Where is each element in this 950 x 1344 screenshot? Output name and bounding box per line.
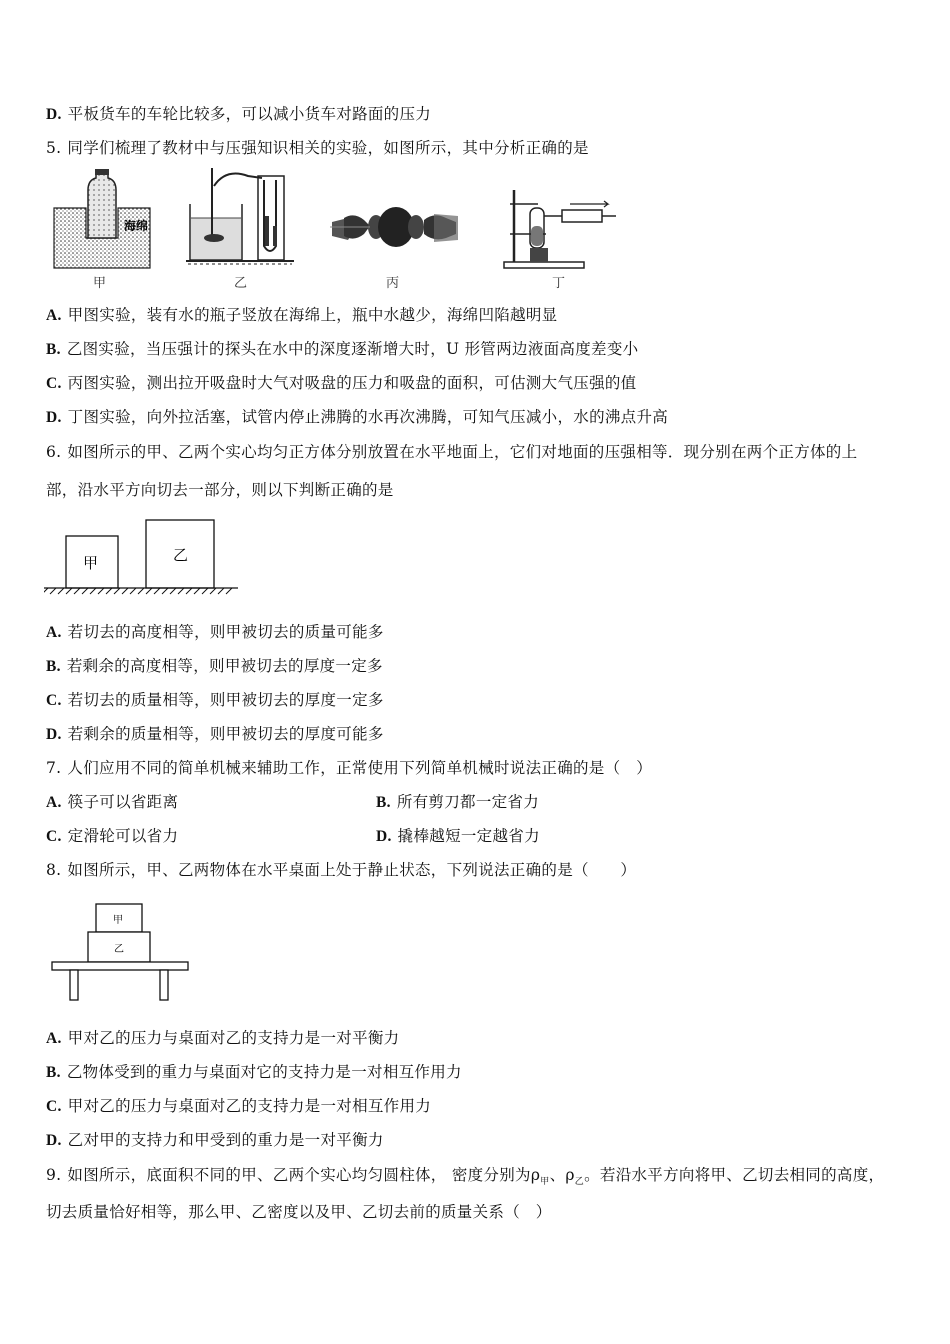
- rho-symbol-2: ρ: [565, 1166, 575, 1184]
- figure-label-yi: 乙: [234, 276, 248, 291]
- q5-option-d: [46, 405, 668, 427]
- rho-subscript-yi: 乙: [574, 1177, 585, 1188]
- rho-symbol: ρ: [530, 1166, 541, 1184]
- option-letter: B.: [46, 341, 61, 358]
- option-letter: A.: [46, 794, 62, 811]
- option-text: 甲对乙的压力与桌面对乙的支持力是一对相互作用力: [67, 1097, 432, 1115]
- option-letter: A.: [46, 307, 62, 324]
- option-letter: A.: [46, 624, 62, 641]
- option-letter: D.: [376, 828, 392, 845]
- figure-pressure-gauge: [186, 166, 298, 270]
- option-letter: B.: [46, 1064, 61, 1081]
- q5-option-b: [46, 337, 638, 359]
- figure-suction-cups: [330, 200, 460, 254]
- q8-option-a: [46, 1026, 399, 1048]
- option-letter: D.: [46, 409, 62, 426]
- q7-option-a: [46, 790, 178, 812]
- rho-subscript-jia: 甲: [540, 1177, 550, 1188]
- block-label-yi: 乙: [114, 944, 124, 955]
- separator: 、: [549, 1166, 566, 1184]
- option-text: 甲图实验，装有水的瓶子竖放在海绵上，瓶中水越少，海绵凹陷越明显: [67, 306, 558, 324]
- option-text: 若剩余的质量相等，则甲被切去的厚度可能多: [67, 725, 384, 743]
- figure-label-ding: 丁: [552, 276, 566, 291]
- figure-boiling-water-syringe: [500, 186, 620, 270]
- q6-option-d: [46, 722, 384, 744]
- question-number: 5.: [46, 139, 62, 157]
- option-text: 定滑轮可以省力: [67, 827, 179, 845]
- option-letter: C.: [46, 692, 62, 709]
- q6-option-c: [46, 688, 384, 710]
- question-text-b: 。若沿水平方向将甲、乙切去相同的高度，: [584, 1166, 885, 1184]
- q6-stem-line1: [46, 440, 857, 462]
- option-text: 若切去的高度相等，则甲被切去的质量可能多: [67, 623, 384, 641]
- option-letter: D.: [46, 1132, 62, 1149]
- question-text-a: 如图所示，底面积不同的甲、乙两个实心均匀圆柱体， 密度分别为: [67, 1166, 531, 1184]
- question-text: 如图所示的甲、乙两个实心均匀正方体分别放置在水平地面上，它们对地面的压强相等．现分别在两个正方体的上: [67, 443, 858, 461]
- option-letter: D.: [46, 106, 62, 123]
- option-text: 若切去的质量相等，则甲被切去的厚度一定多: [67, 691, 384, 709]
- question-number: 9.: [46, 1166, 62, 1184]
- q6-option-b: [46, 654, 383, 676]
- option-letter: D.: [46, 726, 62, 743]
- figure-label-jia: 甲: [93, 276, 107, 291]
- option-text: 乙对甲的支持力和甲受到的重力是一对平衡力: [67, 1131, 384, 1149]
- q6-option-a: [46, 620, 384, 642]
- q8-option-b: [46, 1060, 462, 1082]
- q7-stem: [46, 756, 652, 778]
- option-letter: C.: [46, 828, 62, 845]
- q5-option-a: [46, 303, 557, 325]
- option-text: 丙图实验，测出拉开吸盘时大气对吸盘的压力和吸盘的面积，可估测大气压强的值: [67, 374, 637, 392]
- q8-stem: [46, 858, 636, 880]
- figure-bottle-on-sponge: [52, 168, 164, 270]
- q7-option-d: [376, 824, 540, 846]
- q5-stem: [46, 136, 589, 158]
- option-text: 甲对乙的压力与桌面对乙的支持力是一对平衡力: [67, 1029, 400, 1047]
- question-text: 同学们梳理了教材中与压强知识相关的实验，如图所示，其中分析正确的是: [67, 139, 589, 157]
- q8-option-c: [46, 1094, 431, 1116]
- option-text: 若剩余的高度相等，则甲被切去的厚度一定多: [66, 657, 383, 675]
- option-letter: C.: [46, 1098, 62, 1115]
- q8-option-d: [46, 1128, 384, 1150]
- q9-stem-line2: 切去质量恰好相等，那么甲、乙密度以及甲、乙切去前的质量关系（ ）: [46, 1203, 552, 1221]
- option-text: 乙图实验，当压强计的探头在水中的深度逐渐增大时，U 形管两边液面高度差变小: [66, 340, 639, 358]
- option-text: 乙物体受到的重力与桌面对它的支持力是一对相互作用力: [66, 1063, 462, 1081]
- block-label-jia: 甲: [113, 915, 123, 926]
- option-text: 平板货车的车轮比较多，可以减小货车对路面的压力: [67, 105, 432, 123]
- q6-stem-line2: 部，沿水平方向切去一部分，则以下判断正确的是: [46, 481, 394, 499]
- question-number: 8.: [46, 861, 62, 879]
- option-letter: C.: [46, 375, 62, 392]
- option-letter: A.: [46, 1030, 62, 1047]
- figure-two-cubes: [44, 516, 240, 596]
- question-text: 如图所示，甲、乙两物体在水平桌面上处于静止状态，下列说法正确的是（ ）: [67, 861, 637, 879]
- question-number: 6.: [46, 443, 62, 461]
- q4-option-d: [46, 102, 431, 124]
- option-text: 筷子可以省距离: [67, 793, 179, 811]
- figure-label-bing: 丙: [386, 276, 400, 291]
- q7-option-c: [46, 824, 178, 846]
- question-number: 7.: [46, 759, 62, 777]
- option-letter: B.: [376, 794, 391, 811]
- q9-stem-line1: [46, 1163, 884, 1187]
- q5-option-c: [46, 371, 636, 393]
- option-text: 丁图实验，向外拉活塞，试管内停止沸腾的水再次沸腾，可知气压减小，水的沸点升高: [67, 408, 669, 426]
- q7-option-b: [376, 790, 539, 812]
- sponge-label: 海绵: [124, 219, 149, 233]
- figure-stacked-blocks-on-table: [48, 902, 194, 1004]
- cube-label-yi: 乙: [173, 546, 189, 564]
- option-text: 所有剪刀都一定省力: [396, 793, 540, 811]
- option-letter: B.: [46, 658, 61, 675]
- option-text: 撬棒越短一定越省力: [397, 827, 540, 845]
- question-text: 人们应用不同的简单机械来辅助工作，正常使用下列简单机械时说法正确的是（ ）: [67, 759, 652, 777]
- cube-label-jia: 甲: [83, 554, 99, 572]
